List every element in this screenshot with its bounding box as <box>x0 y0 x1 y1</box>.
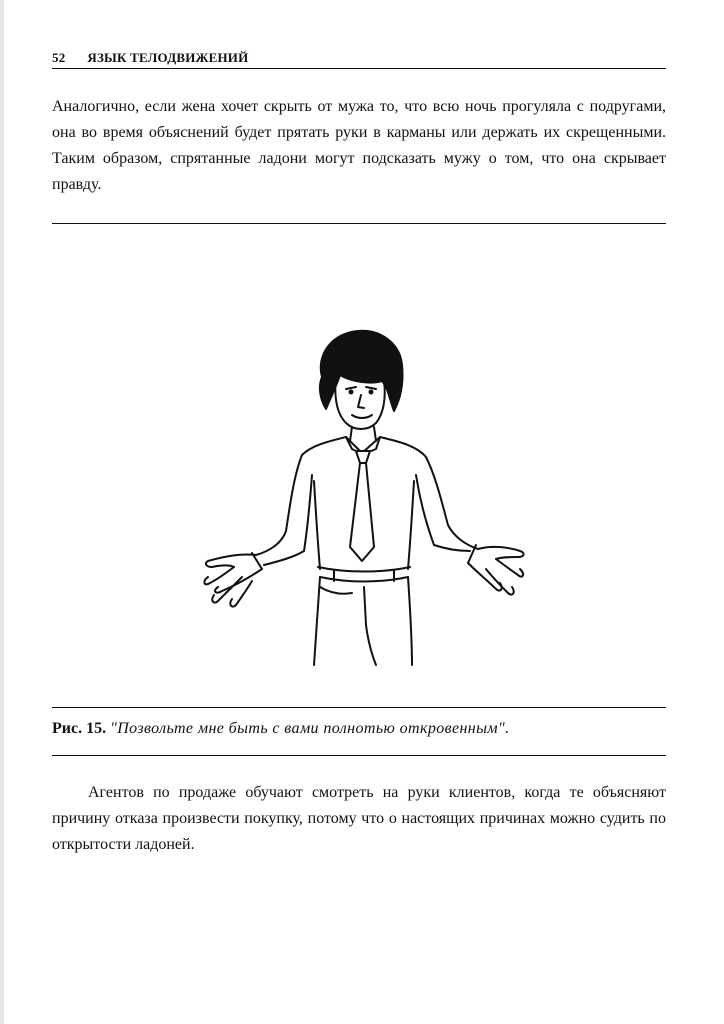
paragraph: Аналогично, если жена хочет скрыть от мужа то, что всю ночь прогуляла с подругами, она во время объяснений будет прятать руки в карманы или держать их скрещенными. Таким образом, спрятанные ладони могут подсказать мужу о том, что она скрывает правду. <box>52 98 666 193</box>
body-text-top <box>52 94 666 198</box>
figure-caption <box>52 716 666 742</box>
figure-illustration <box>190 325 535 670</box>
body-text-bottom <box>52 780 666 858</box>
running-header <box>52 44 666 66</box>
caption-text: "Позвольте мне быть с вами полнотью откровенным". <box>110 720 510 737</box>
caption-bottom-rule <box>52 755 666 756</box>
header-rule <box>52 68 666 69</box>
page-number: 52 <box>52 50 66 65</box>
book-title: ЯЗЫК ТЕЛОДВИЖЕНИЙ <box>87 50 249 65</box>
figure-top-rule <box>52 223 666 224</box>
page-edge <box>0 0 4 1024</box>
paragraph: Агентов по продаже обучают смотреть на руки клиентов, когда те объясняют причину отказа произвести покупку, потому что о настоящих причинах можно судить по открытости ладоней. <box>52 784 666 853</box>
man-shrugging-open-palms-illustration <box>190 325 535 670</box>
caption-top-rule <box>52 707 666 708</box>
caption-label: Рис. 15. <box>52 720 107 737</box>
